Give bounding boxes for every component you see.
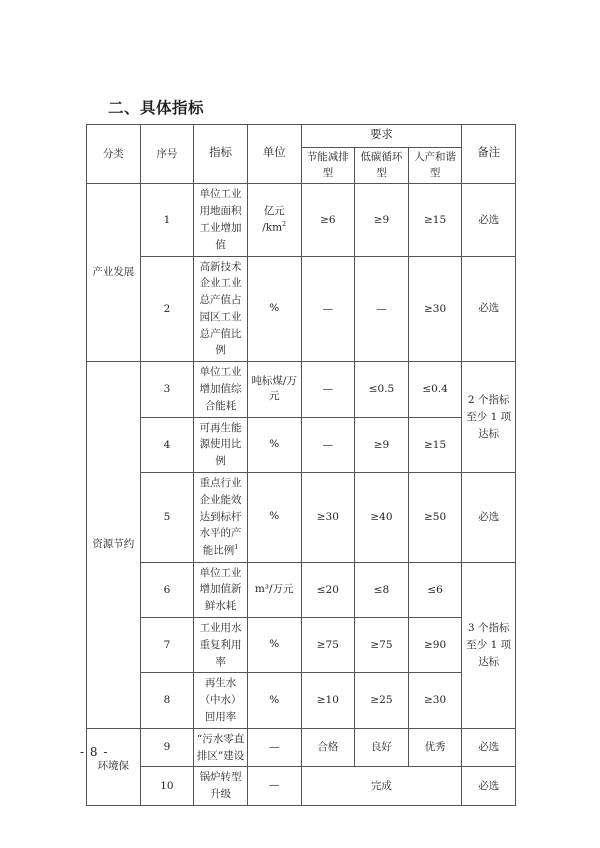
table-body	[87, 184, 516, 806]
seq-cell: 7	[140, 617, 194, 672]
category-cell-environment: 环境保	[87, 728, 141, 805]
req-b-cell: ≤8	[355, 562, 409, 617]
indicator-cell: 工业用水重复利用率	[194, 617, 248, 672]
unit-cell: —	[247, 767, 301, 806]
req-a-cell: ≥75	[301, 617, 355, 672]
remark-cell: 必选	[462, 767, 516, 806]
unit-cell: 吨标煤/万元	[247, 362, 301, 417]
table-row	[87, 362, 516, 417]
req-a-cell: —	[301, 417, 355, 472]
category-cell-resource: 资源节约	[87, 362, 141, 728]
column-header-seq: 序号	[140, 125, 194, 184]
footnote-marker: 1	[234, 543, 239, 552]
req-c-cell: 优秀	[408, 728, 462, 767]
req-a-cell: —	[301, 362, 355, 417]
seq-cell: 10	[140, 767, 194, 806]
req-b-cell: ≥9	[355, 417, 409, 472]
table-header-row-1	[87, 125, 516, 148]
req-a-cell: —	[301, 256, 355, 362]
remark-cell: 3 个指标至少 1 项达标	[462, 562, 516, 728]
req-b-cell: ≥9	[355, 184, 409, 256]
table-row	[87, 256, 516, 362]
req-b-cell: ≥40	[355, 473, 409, 562]
column-header-requirement-group: 要求	[301, 125, 462, 148]
indicator-cell: 再生水（中水）回用率	[194, 673, 248, 728]
specification-table	[86, 124, 516, 806]
remark-cell: 必选	[462, 256, 516, 362]
seq-cell: 9	[140, 728, 194, 767]
req-a-cell: ≥30	[301, 473, 355, 562]
indicator-cell: 单位工业增加值综合能耗	[194, 362, 248, 417]
table-row	[87, 184, 516, 256]
indicator-cell: “污水零直排区”建设	[194, 728, 248, 767]
table-row	[87, 767, 516, 806]
indicator-cell: 高新技术企业工业总产值占园区工业总产值比例	[194, 256, 248, 362]
table-row	[87, 728, 516, 767]
unit-cell: —	[247, 728, 301, 767]
table-row	[87, 473, 516, 562]
req-c-cell: ≥15	[408, 184, 462, 256]
req-c-cell: ≤6	[408, 562, 462, 617]
unit-cell: %	[247, 673, 301, 728]
indicator-cell: 单位工业用地面积工业增加值	[194, 184, 248, 256]
remark-cell: 2 个指标至少 1 项达标	[462, 362, 516, 473]
req-c-cell: ≥50	[408, 473, 462, 562]
table-row	[87, 562, 516, 617]
req-b-cell: ≥25	[355, 673, 409, 728]
seq-cell: 4	[140, 417, 194, 472]
unit-cell: 亿元 $/km^2$	[247, 184, 301, 256]
unit-cell: %	[247, 256, 301, 362]
column-header-req-c: 人产和谐型	[408, 147, 462, 184]
unit-superscript: 2	[282, 219, 287, 228]
remark-cell: 必选	[462, 728, 516, 767]
column-header-indicator: 指标	[194, 125, 248, 184]
column-header-req-a: 节能减排型	[301, 147, 355, 184]
req-c-cell: ≤0.4	[408, 362, 462, 417]
column-header-category: 分类	[87, 125, 141, 184]
req-c-cell: ≥15	[408, 417, 462, 472]
indicator-cell: 单位工业增加值新鲜水耗	[194, 562, 248, 617]
seq-cell: 5	[140, 473, 194, 562]
unit-cell: m³/万元	[247, 562, 301, 617]
unit-cell: %	[247, 473, 301, 562]
table-row	[87, 673, 516, 728]
seq-cell: 2	[140, 256, 194, 362]
indicator-cell: 重点行业企业能效达到标杆水平的产能比例$^1$	[194, 473, 248, 562]
seq-cell: 3	[140, 362, 194, 417]
req-a-cell: ≥10	[301, 673, 355, 728]
req-a-cell: 合格	[301, 728, 355, 767]
category-cell-industry: 产业发展	[87, 184, 141, 362]
column-header-remark: 备注	[462, 125, 516, 184]
remark-cell: 必选	[462, 473, 516, 562]
remark-cell: 必选	[462, 184, 516, 256]
indicator-cell: 可再生能源使用比例	[194, 417, 248, 472]
req-b-cell: ≥75	[355, 617, 409, 672]
column-header-unit: 单位	[247, 125, 301, 184]
indicator-cell: 锅炉转型升级	[194, 767, 248, 806]
column-header-req-b: 低碳循环型	[355, 147, 409, 184]
seq-cell: 8	[140, 673, 194, 728]
req-c-cell: ≥30	[408, 673, 462, 728]
table-header	[87, 125, 516, 184]
seq-cell: 6	[140, 562, 194, 617]
seq-cell: 1	[140, 184, 194, 256]
table-row	[87, 417, 516, 472]
unit-cell: %	[247, 617, 301, 672]
req-c-cell: ≥90	[408, 617, 462, 672]
page-number: - 8 -	[80, 745, 109, 759]
req-b-cell: 良好	[355, 728, 409, 767]
req-merged-cell: 完成	[301, 767, 462, 806]
table-row	[87, 617, 516, 672]
page-title: 二、具体指标	[108, 100, 205, 117]
req-b-cell: ≤0.5	[355, 362, 409, 417]
req-b-cell: —	[355, 256, 409, 362]
req-a-cell: ≤20	[301, 562, 355, 617]
req-a-cell: ≥6	[301, 184, 355, 256]
unit-cell: %	[247, 417, 301, 472]
req-c-cell: ≥30	[408, 256, 462, 362]
